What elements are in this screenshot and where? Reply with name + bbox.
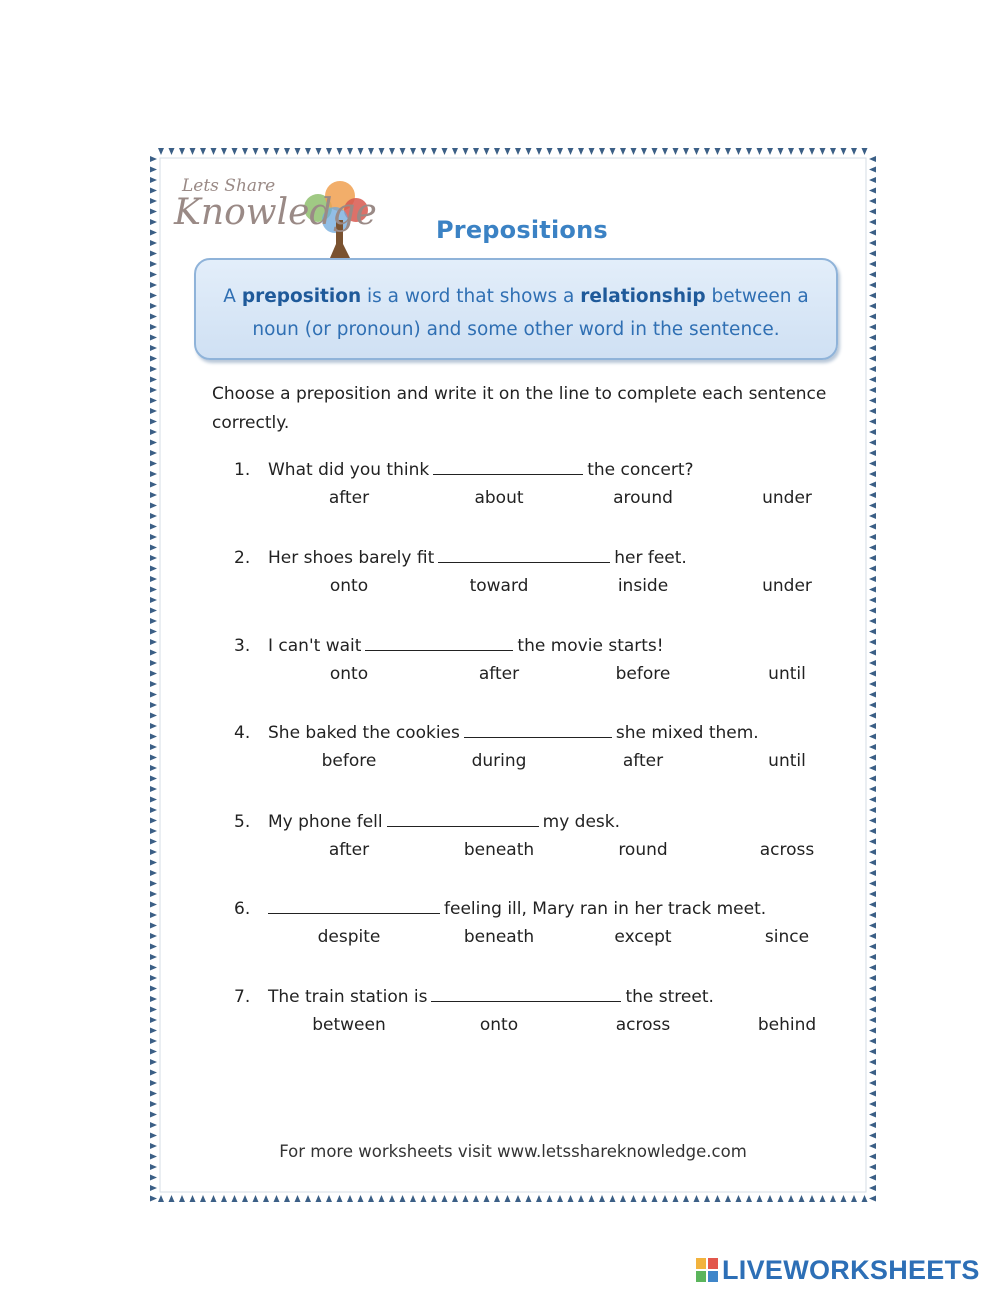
instructions: Choose a preposition and write it on the line to complete each sentence correctly. — [212, 384, 827, 433]
question-6 — [234, 895, 834, 951]
answer-option: before — [615, 664, 671, 684]
question-1 — [234, 456, 834, 512]
question-2 — [234, 544, 834, 600]
answer-option: onto — [479, 1015, 519, 1035]
logo — [170, 170, 390, 266]
footer: For more worksheets visit www.letsshareknowledge.com — [279, 1142, 747, 1161]
answer-option: before — [321, 751, 377, 771]
answer-option: after — [622, 751, 664, 771]
answer-option: after — [328, 488, 370, 508]
answer-option: under — [762, 576, 812, 596]
question-sentence — [234, 544, 834, 572]
worksheet-page — [148, 146, 878, 1204]
sentence-end: the concert? — [587, 460, 694, 480]
answer-option: round — [618, 840, 668, 860]
question-number: 2. — [234, 548, 251, 568]
question-sentence — [234, 895, 834, 923]
answer-option: beneath — [463, 927, 535, 947]
brand-text: LIVEWORKSHEETS — [722, 1255, 980, 1285]
answer-option: around — [613, 488, 673, 508]
sentence-end: she mixed them. — [615, 723, 759, 743]
page-title: Prepositions — [436, 216, 608, 244]
answer-option: except — [614, 927, 672, 947]
definition-box — [194, 258, 838, 360]
sentence-start: The train station is — [268, 987, 428, 1007]
answer-options — [234, 1011, 834, 1039]
answer-blank[interactable] — [268, 895, 440, 914]
definition-text-2: is a word that shows a — [361, 286, 581, 307]
answer-option: since — [764, 927, 810, 947]
answer-option: onto — [329, 576, 369, 596]
question-sentence — [234, 456, 834, 484]
definition-text-3: between a — [705, 286, 809, 307]
answer-option: beneath — [463, 840, 535, 860]
answer-option: inside — [617, 576, 669, 596]
sentence-end: the street. — [625, 987, 714, 1007]
sentence-end: her feet. — [614, 548, 687, 568]
definition-term: preposition — [241, 286, 362, 307]
answer-blank[interactable] — [464, 719, 612, 738]
sentence-start: I can't wait — [268, 636, 362, 656]
question-number: 6. — [234, 899, 251, 919]
answer-options — [234, 660, 834, 688]
answer-option: after — [328, 840, 370, 860]
answer-blank[interactable] — [438, 544, 610, 563]
answer-option: after — [478, 664, 520, 684]
answer-options — [234, 836, 834, 864]
sentence-end: the movie starts! — [517, 636, 664, 656]
answer-option: across — [759, 840, 815, 860]
question-number: 5. — [234, 812, 251, 832]
question-4 — [234, 719, 834, 775]
answer-blank[interactable] — [431, 983, 621, 1002]
question-7 — [234, 983, 834, 1039]
question-number: 3. — [234, 636, 251, 656]
answer-option: until — [768, 751, 806, 771]
question-sentence — [234, 808, 834, 836]
question-number: 7. — [234, 987, 251, 1007]
sentence-start: What did you think — [268, 460, 430, 480]
answer-options — [234, 484, 834, 512]
sentence-start: My phone fell — [268, 812, 383, 832]
question-number: 4. — [234, 723, 251, 743]
question-number: 1. — [234, 460, 251, 480]
answer-option: between — [312, 1015, 386, 1035]
answer-option: behind — [757, 1015, 817, 1035]
answer-blank[interactable] — [387, 808, 539, 827]
definition-line-2: noun (or pronoun) and some other word in the sentence. — [252, 319, 780, 340]
answer-option: across — [615, 1015, 671, 1035]
definition-term-2: relationship — [580, 286, 706, 307]
question-sentence — [234, 983, 834, 1011]
sentence-end: feeling ill, Mary ran in her track meet. — [444, 899, 767, 919]
answer-options — [234, 923, 834, 951]
logo-line2: Knowledge — [174, 192, 377, 233]
answer-options — [234, 572, 834, 600]
answer-option: under — [762, 488, 812, 508]
answer-blank[interactable] — [365, 632, 513, 651]
answer-option: about — [474, 488, 524, 508]
logo-wordmark — [174, 178, 377, 231]
definition-text-1: A — [223, 286, 242, 307]
liveworksheets-logo-icon — [696, 1258, 718, 1282]
answer-option: until — [768, 664, 806, 684]
answer-options — [234, 747, 834, 775]
sentence-end: my desk. — [542, 812, 621, 832]
question-sentence — [234, 632, 834, 660]
question-sentence — [234, 719, 834, 747]
answer-option: onto — [329, 664, 369, 684]
question-5 — [234, 808, 834, 864]
answer-blank[interactable] — [433, 456, 583, 475]
sentence-start: She baked the cookies — [268, 723, 460, 743]
answer-option: during — [471, 751, 527, 771]
question-3 — [234, 632, 834, 688]
logo-line1: Lets Share — [182, 176, 276, 196]
answer-option: despite — [317, 927, 381, 947]
sentence-start: Her shoes barely fit — [268, 548, 435, 568]
answer-option: toward — [469, 576, 529, 596]
